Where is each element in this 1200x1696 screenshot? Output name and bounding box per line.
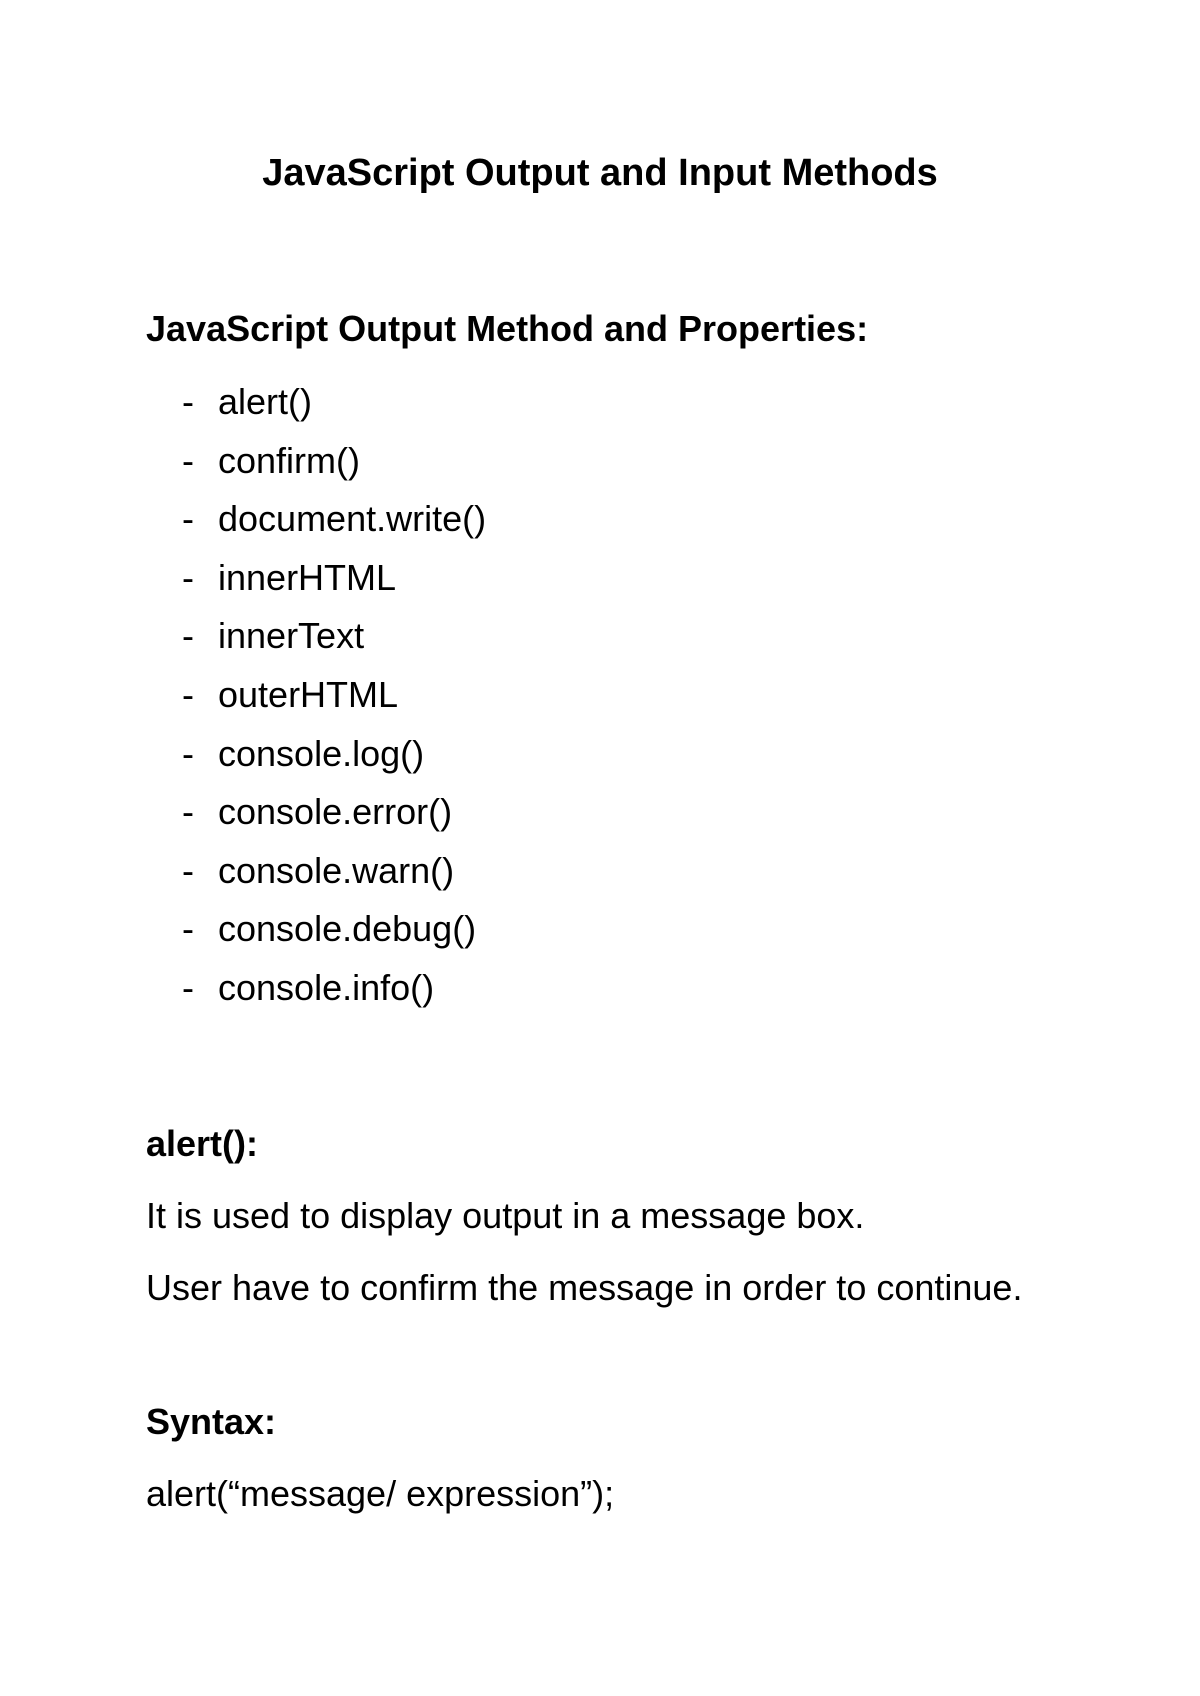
list-dash: -	[182, 732, 194, 774]
list-item-text: innerHTML	[218, 556, 397, 598]
list-item-text: console.log()	[218, 732, 425, 774]
list-item-text: console.error()	[218, 791, 453, 833]
alert-description-2: User have to confirm the message in order to continue.	[146, 1267, 1023, 1308]
alert-section-heading: alert():	[146, 1123, 259, 1164]
list-item-text: alert()	[218, 381, 313, 422]
list-dash: -	[182, 673, 194, 715]
syntax-example: alert(“message/ expression”);	[146, 1473, 615, 1514]
syntax-heading: Syntax:	[146, 1401, 277, 1442]
list-item-text: outerHTML	[218, 673, 399, 715]
list-dash: -	[182, 498, 194, 540]
list-item	[0, 847, 1200, 906]
list-dash: -	[182, 556, 194, 598]
list-dash: -	[182, 791, 194, 833]
list-item	[0, 788, 1200, 847]
list-item	[0, 554, 1200, 613]
output-methods-list	[0, 378, 1200, 1023]
list-item	[0, 671, 1200, 730]
section-heading-output-methods: JavaScript Output Method and Properties:	[146, 308, 869, 349]
list-dash: -	[182, 615, 194, 657]
list-item	[0, 964, 1200, 1023]
alert-description-1: It is used to display output in a message box.	[146, 1195, 865, 1236]
list-item-text: console.info()	[218, 966, 435, 1008]
list-item-text: document.write()	[218, 498, 487, 540]
list-item	[0, 378, 1200, 437]
list-item-text: innerText	[218, 615, 365, 657]
list-item-text: console.warn()	[218, 849, 455, 891]
list-item	[0, 437, 1200, 496]
list-item	[0, 495, 1200, 554]
list-dash: -	[182, 966, 194, 1008]
document-title: JavaScript Output and Input Methods	[262, 152, 938, 194]
list-dash: -	[182, 439, 194, 481]
list-dash: -	[182, 849, 194, 891]
list-dash: -	[182, 908, 194, 950]
list-item-text: console.debug()	[218, 908, 477, 950]
list-item	[0, 730, 1200, 789]
list-dash: -	[182, 381, 194, 422]
list-item	[0, 905, 1200, 964]
list-item-text: confirm()	[218, 439, 360, 481]
list-item	[0, 612, 1200, 671]
